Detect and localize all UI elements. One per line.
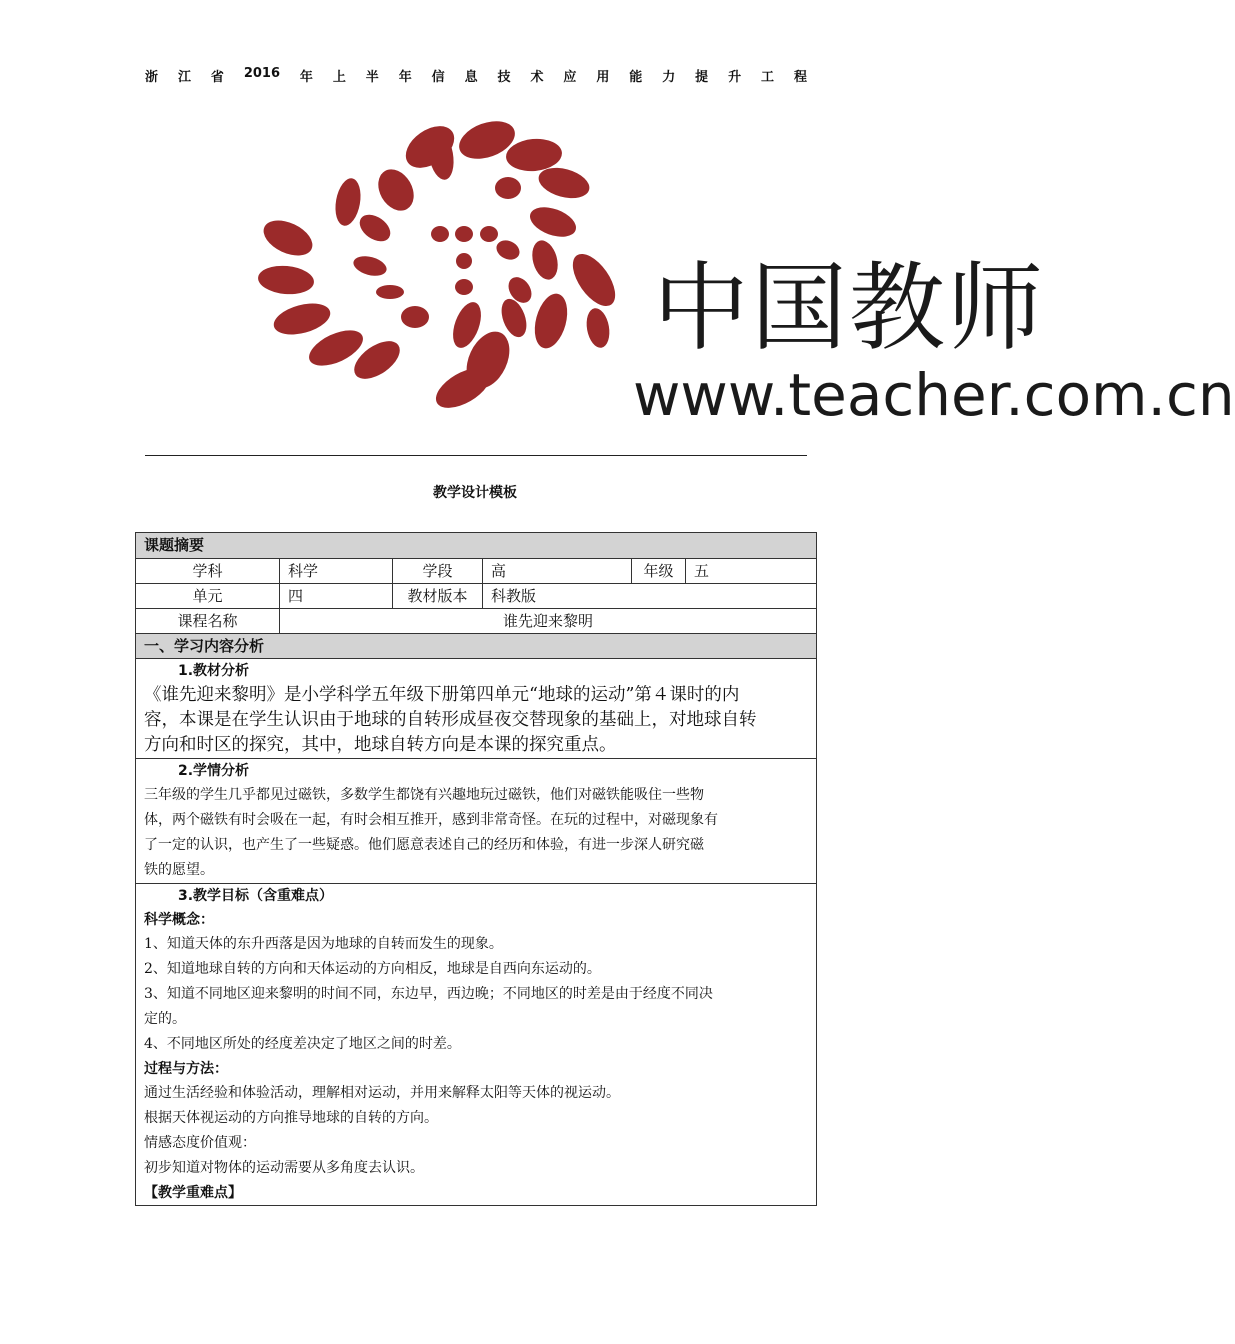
process-line: 根据天体视运动的方向推导地球的自转的方向。 bbox=[144, 1110, 438, 1126]
header-char: 能 bbox=[629, 70, 643, 85]
textbook-line: 方向和时区的探究，其中，地球自转方向是本课的探究重点。 bbox=[144, 735, 617, 755]
concept-line: 3、知道不同地区迎来黎明的时间不同，东边早，西边晚；不同地区的时差是由于经度不同决 bbox=[144, 986, 713, 1002]
textbook-line: 《谁先迎来黎明》是小学科学五年级下册第四单元“地球的运动”第４课时的内 bbox=[144, 685, 740, 705]
header-char: 术 bbox=[530, 70, 544, 85]
grade-label: 年级 bbox=[632, 559, 686, 584]
header-char: 年 bbox=[398, 70, 412, 85]
key-points-label: 【教学重难点】 bbox=[144, 1185, 242, 1201]
concept-line: 1、知道天体的东升西落是因为地球的自转而发生的现象。 bbox=[144, 936, 503, 952]
header-char: 2016 bbox=[243, 66, 280, 81]
header-char: 应 bbox=[563, 70, 577, 85]
concept-line: 4、不同地区所处的经度差决定了地区之间的时差。 bbox=[144, 1036, 461, 1052]
concept-label: 科学概念： bbox=[144, 912, 214, 928]
textbook-analysis-cell bbox=[136, 659, 817, 759]
header-char: 力 bbox=[662, 70, 676, 85]
edition-label: 教材版本 bbox=[393, 584, 483, 609]
students-line: 三年级的学生几乎都见过磁铁，多数学生都饶有兴趣地玩过磁铁，他们对磁铁能吸住一些物 bbox=[144, 787, 704, 803]
attitude-label: 情感态度价值观： bbox=[144, 1135, 256, 1151]
header-char: 浙 bbox=[145, 70, 159, 85]
attitude-line: 初步知道对物体的运动需要从多角度去认识。 bbox=[144, 1160, 424, 1176]
header-char: 年 bbox=[299, 70, 313, 85]
header-rule bbox=[145, 455, 807, 456]
concept-line: 2、知道地球自转的方向和天体运动的方向相反，地球是自西向东运动的。 bbox=[144, 961, 601, 977]
students-heading: 2.学情分析 bbox=[178, 763, 250, 779]
logo-name: 中国教师 bbox=[653, 252, 1045, 364]
header-char: 技 bbox=[497, 70, 511, 85]
subject-label: 学科 bbox=[136, 559, 280, 584]
header-char: 工 bbox=[761, 70, 775, 85]
unit-value: 四 bbox=[280, 584, 393, 609]
process-label: 过程与方法： bbox=[144, 1061, 228, 1077]
students-line: 铁的愿望。 bbox=[144, 862, 214, 878]
teacher-logo bbox=[250, 110, 1235, 429]
logo-url: www.teacher.com.cn bbox=[633, 361, 1235, 429]
page-title: 教学设计模板 bbox=[433, 485, 517, 501]
goals-heading: 3.教学目标（含重难点） bbox=[178, 888, 334, 904]
teaching-goals-cell bbox=[136, 884, 817, 1206]
header-char: 江 bbox=[177, 70, 191, 85]
header-char: 省 bbox=[210, 70, 224, 85]
edition-value: 科教版 bbox=[483, 584, 817, 609]
grade-value: 五 bbox=[686, 559, 817, 584]
stage-label: 学段 bbox=[393, 559, 483, 584]
subject-value: 科学 bbox=[280, 559, 393, 584]
logo-dots bbox=[257, 114, 624, 416]
header-char: 息 bbox=[464, 70, 478, 85]
students-line: 了一定的认识，也产生了一些疑惑。他们愿意表述自己的经历和体验，有进一步深人研究磁 bbox=[144, 837, 704, 853]
concept-line: 定的。 bbox=[144, 1011, 186, 1027]
course-value: 谁先迎来黎明 bbox=[280, 609, 817, 634]
students-line: 体，两个磁铁有时会吸在一起，有时会相互推开，感到非常奇怪。在玩的过程中，对磁现象有 bbox=[144, 812, 718, 828]
textbook-heading: 1.教材分析 bbox=[178, 663, 250, 679]
unit-label: 单元 bbox=[136, 584, 280, 609]
student-analysis-cell bbox=[136, 759, 817, 884]
stage-value: 高 bbox=[483, 559, 632, 584]
header-char: 上 bbox=[332, 70, 346, 85]
header-char: 提 bbox=[695, 70, 709, 85]
spiral-dots-logo-icon bbox=[250, 110, 690, 425]
program-header bbox=[145, 66, 807, 85]
header-char: 半 bbox=[365, 70, 379, 85]
process-line: 通过生活经验和体验活动，理解相对运动，并用来解释太阳等天体的视运动。 bbox=[144, 1085, 620, 1101]
header-char: 升 bbox=[728, 70, 742, 85]
textbook-line: 容，本课是在学生认识由于地球的自转形成昼夜交替现象的基础上，对地球自转 bbox=[144, 710, 757, 730]
course-label: 课程名称 bbox=[136, 609, 280, 634]
header-char: 程 bbox=[793, 70, 807, 85]
header-char: 用 bbox=[596, 70, 610, 85]
section-content-analysis: 一、学习内容分析 bbox=[136, 634, 817, 659]
header-char: 信 bbox=[431, 70, 445, 85]
summary-header: 课题摘要 bbox=[136, 533, 817, 559]
lesson-design-table bbox=[135, 532, 817, 1206]
